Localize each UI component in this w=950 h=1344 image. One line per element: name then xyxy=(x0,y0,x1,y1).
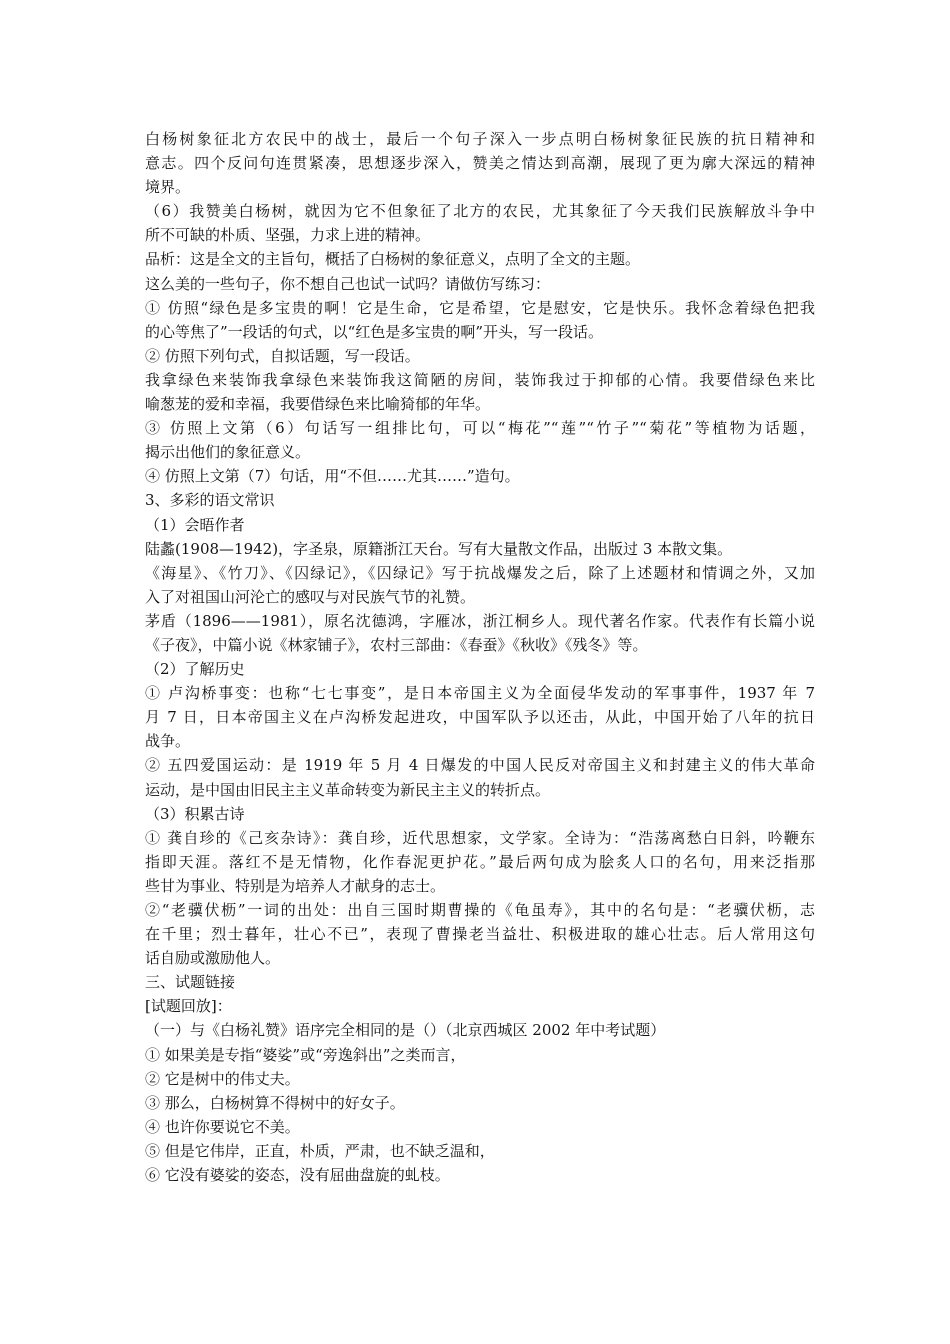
text-line: ① 龚自珍的《己亥杂诗》：龚自珍，近代思想家，文学家。全诗为：“浩荡离愁白日斜，吟鞭东 xyxy=(145,828,815,847)
text-line: ⑤ 但是它伟岸，正直，朴质，严肃，也不缺乏温和， xyxy=(145,1141,495,1160)
text-line: ③ 那么，白杨树算不得树中的好女子。 xyxy=(145,1093,405,1112)
text-line: ① 如果美是专指“婆娑”或“旁逸斜出”之类而言， xyxy=(145,1045,466,1064)
text-line: 揭示出他们的象征意义。 xyxy=(145,443,311,462)
text-line: ② 仿照下列句式，自拟话题，写一段话。 xyxy=(145,346,420,365)
text-line: 运动，是中国由旧民主主义革命转变为新民主主义的转折点。 xyxy=(145,780,551,799)
text-line: 的心等焦了”一段话的句式，以“红色是多宝贵的啊”开头，写一段话。 xyxy=(145,322,604,341)
text-line: 月 7 日，日本帝国主义在卢沟桥发起进攻，中国军队予以还击，从此，中国开始了八年的抗日 xyxy=(145,708,815,727)
text-line: （1）会晤作者 xyxy=(145,515,245,534)
text-line: 陆蠡(1908—1942)，字圣泉，原籍浙江天台。写有大量散文作品，出版过 3 本散文集。 xyxy=(145,539,733,558)
text-line: ⑥ 它没有婆娑的姿态，没有屈曲盘旋的虬枝。 xyxy=(145,1166,450,1185)
text-line: 这么美的一些句子，你不想自己也试一试吗？请做仿写练习： xyxy=(145,274,551,293)
text-line: ② 它是树中的伟丈夫。 xyxy=(145,1069,300,1088)
text-line: ③ 仿照上文第（6）句话写一组排比句，可以“梅花”“莲”“竹子”“菊花”等植物为话题， xyxy=(145,419,815,438)
text-line: 境界。 xyxy=(145,178,191,197)
text-line: 茅盾（1896——1981），原名沈德鸿，字雁冰，浙江桐乡人。现代著名作家。代表作有长篇小说 xyxy=(145,611,815,630)
text-line: 意志。四个反问句连贯紧凑，思想逐步深入，赞美之情达到高潮，展现了更为廓大深远的精神 xyxy=(145,154,815,173)
text-line: 喻葱茏的爱和幸福，我要借绿色来比喻猗郁的年华。 xyxy=(145,395,491,414)
text-line: 我拿绿色来装饰我拿绿色来装饰我这简陋的房间，装饰我过于抑郁的心情。我要借绿色来比 xyxy=(145,370,815,389)
text-line: 话自励或激励他人。 xyxy=(145,949,281,968)
text-line: ① 卢沟桥事变：也称“七七事变”，是日本帝国主义为全面侵华发动的军事事件，1937 年 7 xyxy=(145,684,815,703)
text-line: 品析：这是全文的主旨句，概括了白杨树的象征意义，点明了全文的主题。 xyxy=(145,250,641,269)
text-line: 白杨树象征北方农民中的战士，最后一个句子深入一步点明白杨树象征民族的抗日精神和 xyxy=(145,130,815,148)
text-line: 指即天涯。落红不是无情物，化作春泥更护花。”最后两句成为脍炙人口的名句，用来泛指那 xyxy=(145,852,815,871)
text-line: [试题回放]： xyxy=(145,997,232,1016)
text-line: ④ 也许你要说它不美。 xyxy=(145,1117,300,1136)
text-line: （2）了解历史 xyxy=(145,660,245,679)
text-line: 些甘为事业、特别是为培养人才献身的志士。 xyxy=(145,876,446,895)
text-line: 入了对祖国山河沦亡的感叹与对民族气节的礼赞。 xyxy=(145,587,476,606)
text-line: （3）积累古诗 xyxy=(145,804,245,823)
text-line: 三、试题链接 xyxy=(145,973,236,992)
text-line: ② 五四爱国运动：是 1919 年 5 月 4 日爆发的中国人民反对帝国主义和封建主义的伟大革命 xyxy=(145,756,815,775)
text-line: 3、多彩的语文常识 xyxy=(145,491,275,510)
text-line: ④ 仿照上文第（7）句话，用“不但……尤其……”造句。 xyxy=(145,467,520,486)
text-line: ②“老骥伏枥”一词的出处：出自三国时期曹操的《龟虽寿》，其中的名句是：“老骥伏枥，志 xyxy=(145,901,815,919)
document-page xyxy=(145,127,815,1187)
text-line: 战争。 xyxy=(145,732,191,751)
text-line: 《子夜》，中篇小说《林家铺子》，农村三部曲：《春蚕》《秋收》《残冬》等。 xyxy=(145,635,648,654)
text-line: 在千里；烈士暮年，壮心不已”，表现了曹操老当益壮、积极进取的雄心壮志。后人常用这句 xyxy=(145,925,815,944)
text-line: 《海星》、《竹刀》、《囚绿记》，《囚绿记》写于抗战爆发之后，除了上述题材和情调之外，又加 xyxy=(145,563,815,582)
text-line: 所不可缺的朴质、坚强，力求上进的精神。 xyxy=(145,226,431,245)
text-line: （6）我赞美白杨树，就因为它不但象征了北方的农民，尤其象征了今天我们民族解放斗争中 xyxy=(145,202,815,221)
text-line: （一）与《白杨礼赞》语序完全相同的是（）（北京西城区 2002 年中考试题） xyxy=(145,1021,666,1040)
text-line: ① 仿照“绿色是多宝贵的啊！它是生命，它是希望，它是慰安，它是快乐。我怀念着绿色把我 xyxy=(145,298,815,317)
